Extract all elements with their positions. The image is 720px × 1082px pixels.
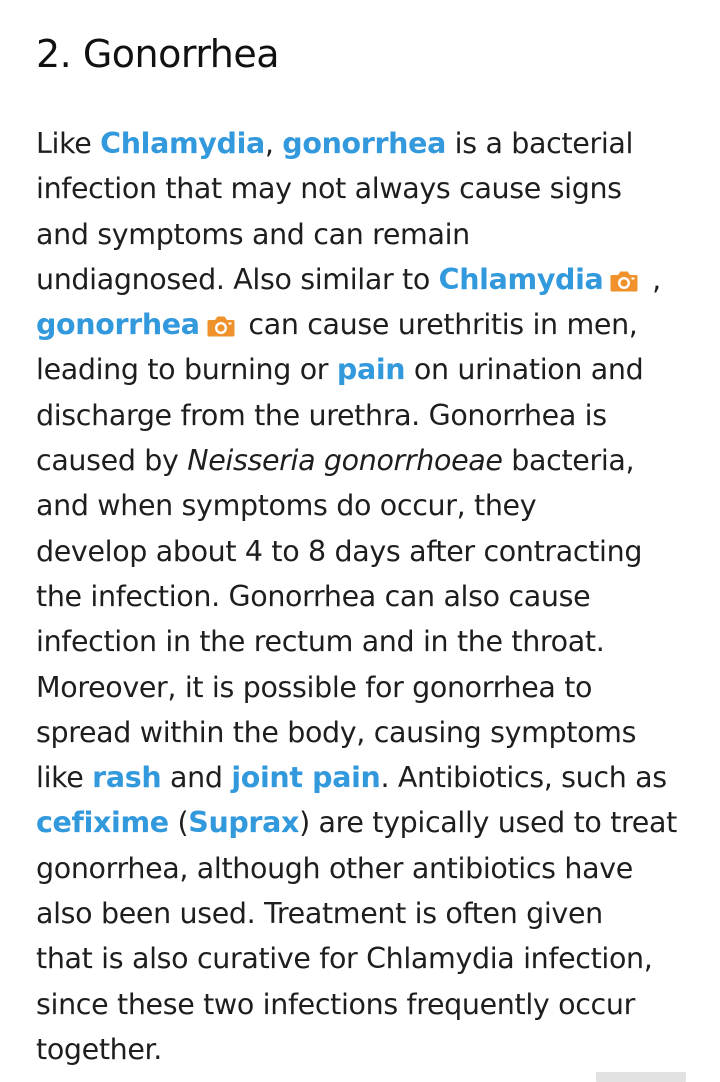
text-line: the infection. Gonorrhea can also cause: [36, 579, 591, 613]
text-line: that is also curative for Chlamydia infection,: [36, 942, 653, 976]
text-line: [36, 347, 716, 392]
text-line: [36, 121, 716, 166]
text-run: ,: [643, 262, 661, 296]
text-line: [36, 438, 716, 483]
text-run: (: [168, 806, 189, 840]
camera-icon[interactable]: [206, 314, 236, 338]
text-line: Moreover, it is possible for gonorrhea to: [36, 670, 593, 704]
link-chlamydia[interactable]: Chlamydia: [100, 127, 265, 160]
text-run: . Antibiotics, such as: [380, 761, 667, 795]
text-line: gonorrhea, although other antibiotics have: [36, 851, 633, 885]
text-run: is a bacterial: [445, 127, 634, 160]
text-run: Like: [36, 127, 101, 160]
scroll-indicator[interactable]: [596, 1072, 686, 1082]
text-line: and symptoms and can remain: [36, 217, 470, 251]
text-line: [36, 755, 716, 800]
text-line: [36, 257, 716, 302]
text-line: since these two infections frequently occur: [36, 987, 635, 1021]
article-paragraph: [36, 121, 716, 1072]
text-run: on urination and: [405, 353, 644, 387]
text-line: spread within the body, causing symptoms: [36, 715, 637, 749]
article-heading: 2. Gonorrhea: [36, 32, 280, 76]
text-line: together.: [36, 1032, 163, 1066]
text-run: leading to burning or: [36, 353, 337, 387]
link-chlamydia-images[interactable]: Chlamydia: [438, 262, 604, 296]
text-line: develop about 4 to 8 days after contracting: [36, 534, 643, 568]
text-line: [36, 800, 716, 845]
text-run: bacteria,: [502, 444, 635, 478]
link-rash[interactable]: rash: [92, 761, 162, 795]
text-line: infection in the rectum and in the throat.: [36, 625, 605, 659]
text-line: [36, 302, 716, 347]
link-joint-pain[interactable]: joint pain: [231, 761, 381, 795]
text-line: infection that may not always cause signs: [36, 172, 622, 206]
link-gonorrhea-images[interactable]: gonorrhea: [36, 308, 200, 342]
text-run: and: [161, 761, 232, 795]
species-name: Neisseria gonorrhoeae: [187, 444, 503, 478]
text-run: can cause urethritis in men,: [239, 308, 638, 342]
link-gonorrhea[interactable]: gonorrhea: [282, 127, 446, 160]
link-pain[interactable]: pain: [336, 353, 406, 387]
text-line: also been used. Treatment is often given: [36, 897, 603, 931]
text-run: like: [36, 761, 93, 795]
camera-icon[interactable]: [609, 269, 639, 293]
text-run: caused by: [36, 444, 188, 478]
text-run: ) are typically used to treat: [299, 806, 677, 840]
text-line: and when symptoms do occur, they: [36, 489, 537, 523]
text-line: discharge from the urethra. Gonorrhea is: [36, 398, 607, 432]
link-cefixime[interactable]: cefixime: [36, 806, 169, 840]
text-run: undiagnosed. Also similar to: [36, 262, 439, 296]
link-suprax[interactable]: Suprax: [188, 806, 300, 840]
text-run: ,: [264, 127, 283, 160]
